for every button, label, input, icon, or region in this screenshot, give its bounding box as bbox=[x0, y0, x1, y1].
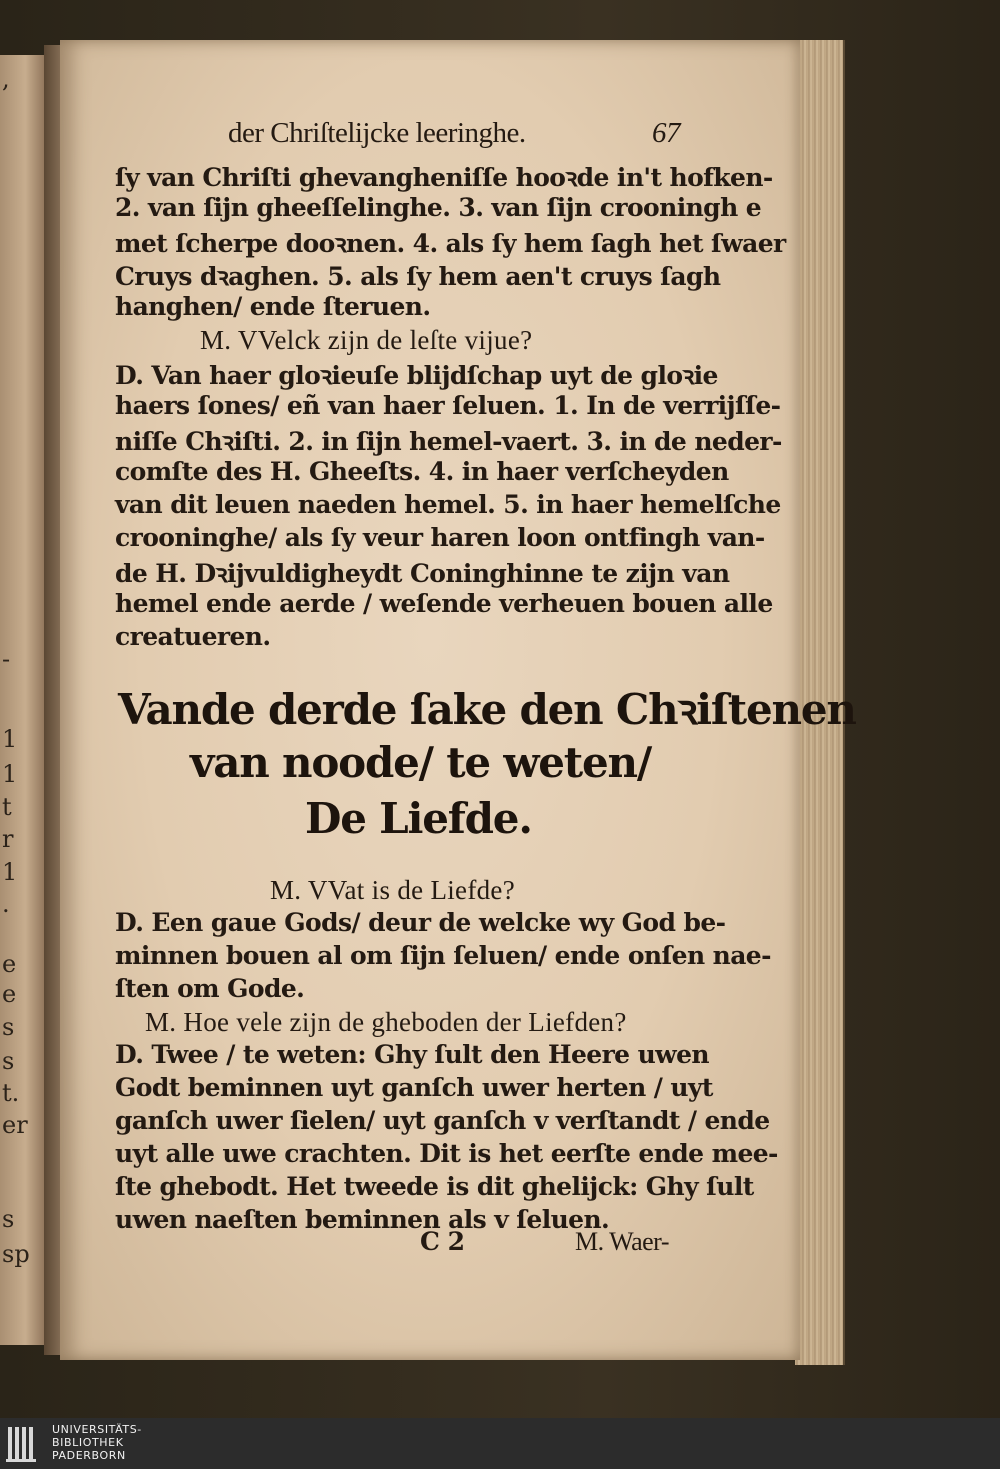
text-line: hanghen/ ende ſteruen. bbox=[115, 292, 431, 321]
left-fragment: 1 bbox=[2, 725, 18, 753]
left-fragment: - bbox=[2, 645, 11, 673]
text-line: uyt alle uwe crachten. Dit is het eerſte ende mee- bbox=[115, 1139, 778, 1168]
text-line: comſte des H. Gheeſts. 4. in haer verſcheyden bbox=[115, 457, 729, 486]
text-line: minnen bouen al om ſijn ſeluen/ ende onſen nae- bbox=[115, 941, 771, 970]
text-line: ganſch uwer ſielen/ uyt ganſch v verſtandt / ende bbox=[115, 1106, 770, 1135]
question-line: M. VVelck zijn de leſte vijue? bbox=[200, 325, 533, 355]
text-line: ſy van Chriſti ghevangheniſſe hooꝛde in't hofken- bbox=[115, 163, 773, 192]
text-line: ſte ghebodt. Het tweede is dit ghelijck: Ghy ſult bbox=[115, 1172, 754, 1201]
left-fragment: , bbox=[2, 65, 10, 93]
library-name-line: BIBLIOTHEK bbox=[52, 1436, 124, 1449]
text-line: D. Een gaue Gods/ deur de welcke wy God be- bbox=[115, 908, 726, 937]
left-fragment: r bbox=[2, 825, 14, 853]
left-fragment: . bbox=[2, 890, 10, 918]
left-fragment: er bbox=[2, 1111, 28, 1139]
left-fragment: e bbox=[2, 980, 17, 1008]
text-line: creatueren. bbox=[115, 622, 271, 651]
running-head: der Chriſtelijcke leeringhe. bbox=[228, 117, 526, 149]
text-line: hemel ende aerde / weſende verheuen bouen alle bbox=[115, 589, 773, 618]
left-page-edge bbox=[0, 55, 48, 1345]
left-fragment: s bbox=[2, 1205, 15, 1233]
library-name-line: PADERBORN bbox=[52, 1449, 126, 1462]
question-line: M. VVat is de Liefde? bbox=[270, 875, 515, 905]
left-fragment: e bbox=[2, 950, 17, 978]
text-line: Godt beminnen uyt ganſch uwer herten / uyt bbox=[115, 1073, 713, 1102]
section-heading: Vande derde ſake den Chꝛiſtenen bbox=[118, 685, 856, 734]
left-fragment: s bbox=[2, 1013, 15, 1041]
text-line: haers ſones/ eñ van haer ſeluen. 1. In de verrijſſe- bbox=[115, 391, 781, 420]
left-fragment: t bbox=[2, 793, 12, 821]
question-line: M. Hoe vele zijn de gheboden der Liefden? bbox=[145, 1007, 627, 1037]
text-line: met ſcherpe dooꝛnen. 4. als ſy hem ſagh het ſwaer bbox=[115, 229, 786, 258]
text-line: de H. Dꝛijvuldigheydt Coninghinne te zijn van bbox=[115, 559, 730, 588]
text-line: crooninghe/ als ſy veur haren loon ontfingh van- bbox=[115, 523, 765, 552]
catchword: M. Waer- bbox=[575, 1227, 669, 1256]
library-name-line: UNIVERSITÄTS- bbox=[52, 1423, 142, 1436]
text-line: van dit leuen naeden hemel. 5. in haer hemelſche bbox=[115, 490, 781, 519]
library-logo-icon bbox=[4, 1421, 42, 1465]
text-line: D. Van haer gloꝛieuſe blijdſchap uyt de gloꝛie bbox=[115, 361, 718, 390]
section-heading: De Liefde. bbox=[305, 794, 532, 843]
text-line: niſſe Chꝛiſti. 2. in ſijn hemel-vaert. 3. in de neder- bbox=[115, 427, 782, 456]
left-fragment: sp bbox=[2, 1240, 30, 1268]
text-line: D. Twee / te weten: Ghy ſult den Heere uwen bbox=[115, 1040, 709, 1069]
left-page-text-fragments bbox=[0, 55, 46, 1345]
text-line: 2. van ſijn gheeſſelinghe. 3. van ſijn crooningh e bbox=[115, 193, 762, 222]
left-fragment: 1 bbox=[2, 760, 18, 788]
section-heading: van noode/ te weten/ bbox=[190, 738, 652, 787]
text-line: ſten om Gode. bbox=[115, 974, 305, 1003]
signature-mark: C 2 bbox=[420, 1227, 465, 1256]
left-fragment: t. bbox=[2, 1079, 20, 1107]
text-line: Cruys dꝛaghen. 5. als ſy hem aen't cruys ſagh bbox=[115, 262, 721, 291]
page-number: 67 bbox=[652, 117, 680, 149]
text-line: uwen naeſten beminnen als v ſeluen. bbox=[115, 1205, 610, 1234]
left-fragment: 1 bbox=[2, 858, 18, 886]
left-fragment: s bbox=[2, 1047, 15, 1075]
library-footer bbox=[0, 1418, 1000, 1469]
